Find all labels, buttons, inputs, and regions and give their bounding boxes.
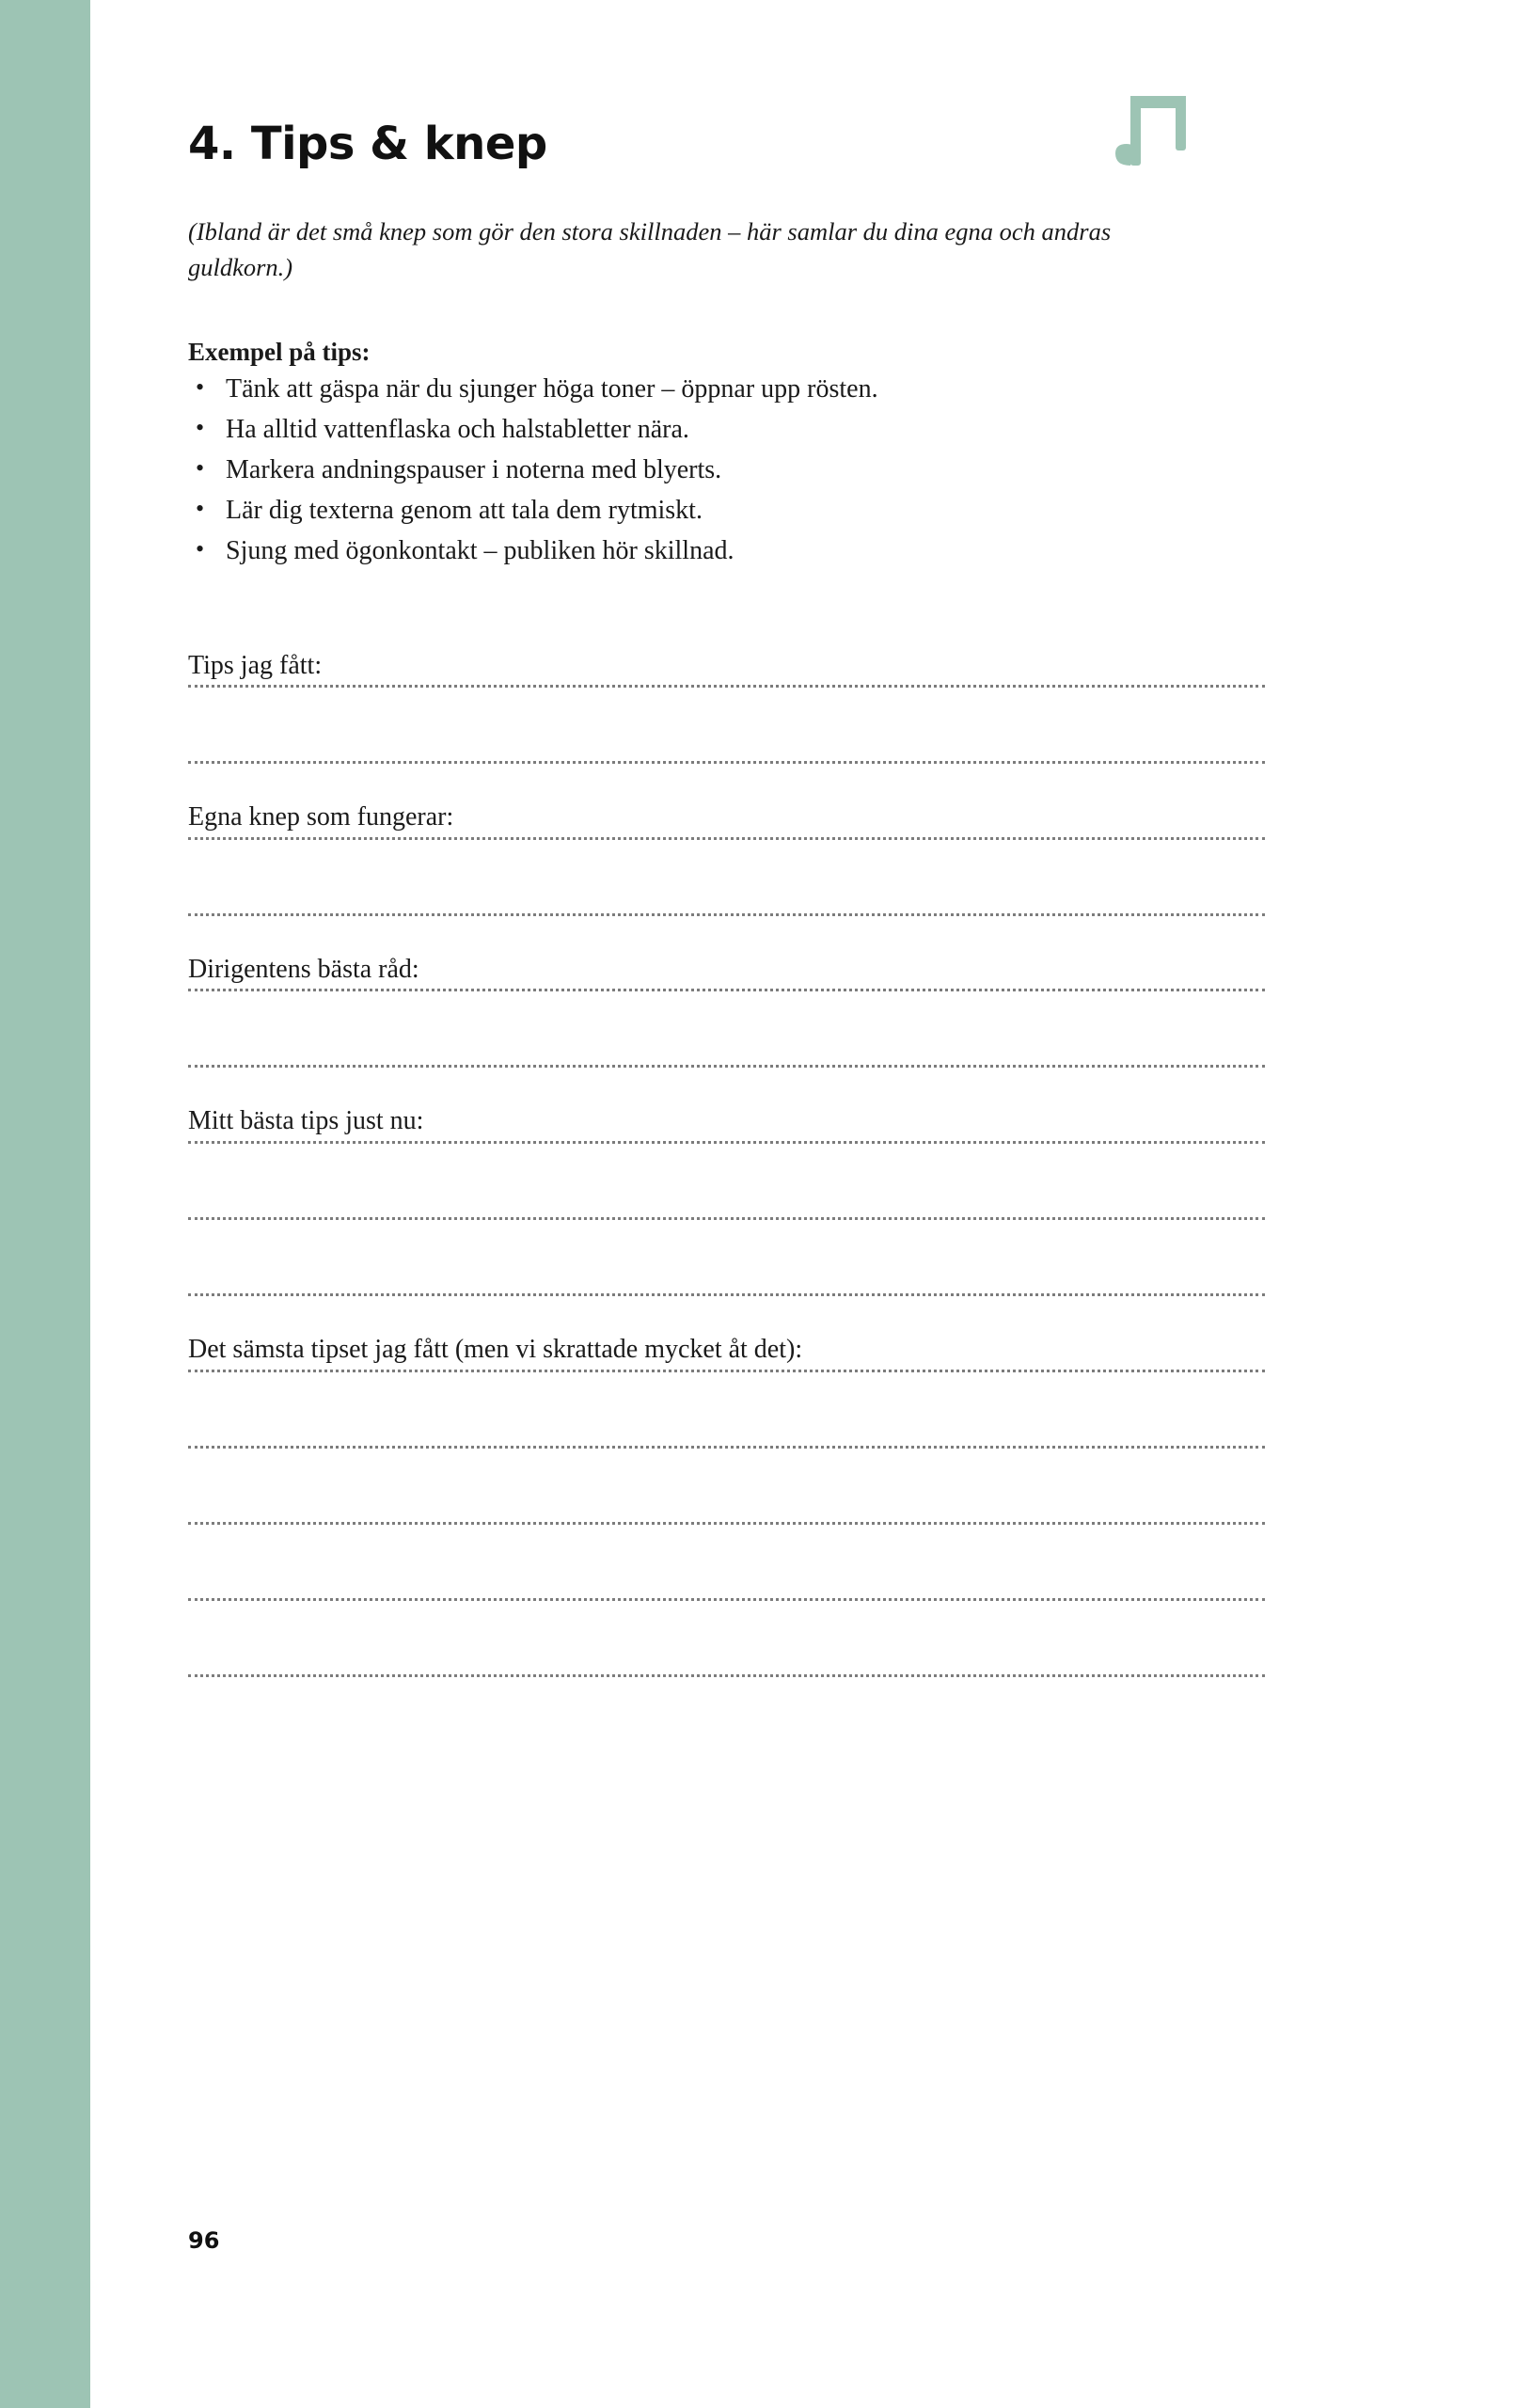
field-samsta-tipset (188, 1334, 1354, 1677)
list-item-text: Lär dig texterna genom att tala dem rytmiskt. (226, 495, 703, 525)
field-tips-jag-fatt (188, 650, 1354, 765)
list-item (188, 452, 1354, 490)
field-label: Mitt bästa tips just nu: (188, 1106, 424, 1136)
list-item (188, 411, 1354, 450)
page-number: 96 (188, 2227, 220, 2254)
page-sheet (90, 0, 1532, 2408)
write-line[interactable] (188, 1522, 1265, 1525)
list-item (188, 492, 1354, 531)
page-content (188, 120, 1354, 1677)
field-label: Egna knep som fungerar: (188, 802, 454, 832)
tips-list (188, 371, 1354, 570)
write-line[interactable] (188, 1217, 1265, 1220)
list-item (188, 532, 1354, 571)
examples-heading: Exempel på tips: (188, 338, 371, 367)
spacer (188, 764, 1354, 801)
list-item-text: Ha alltid vattenflaska och halstabletter nära. (226, 415, 689, 445)
decorative-left-band (0, 0, 90, 2408)
write-line[interactable] (188, 989, 1265, 991)
field-label: Tips jag fått: (188, 650, 323, 680)
write-line[interactable] (188, 685, 1265, 688)
page-subtitle: (Ibland är det små knep som gör den stora skillnaden – här samlar du dina egna och andras guldkorn.) (188, 217, 1112, 281)
write-line[interactable] (188, 1370, 1265, 1372)
write-line[interactable] (188, 1598, 1265, 1601)
field-dirigentens-rad (188, 954, 1354, 1069)
spacer (188, 916, 1354, 954)
list-item-text: Markera andningspauser i noterna med blyerts. (226, 455, 722, 484)
write-line[interactable] (188, 1141, 1265, 1144)
spacer (188, 1068, 1354, 1105)
writing-fields (188, 650, 1354, 1677)
write-line[interactable] (188, 1674, 1265, 1677)
write-line[interactable] (188, 837, 1265, 840)
spacer (188, 1296, 1354, 1334)
music-note-icon (1108, 90, 1211, 194)
bullet-icon: • (196, 373, 205, 402)
bullet-icon: • (196, 454, 205, 482)
list-item-text: Tänk att gäspa när du sjunger höga toner – öppnar upp rösten. (226, 374, 878, 404)
bullet-icon: • (196, 494, 205, 522)
page-title: 4. Tips & knep (188, 118, 547, 170)
bullet-icon: • (196, 414, 205, 442)
field-label: Dirigentens bästa råd: (188, 954, 419, 984)
field-label: Det sämsta tipset jag fått (men vi skrattade mycket åt det): (188, 1335, 803, 1364)
write-line[interactable] (188, 1446, 1265, 1449)
list-item-text: Sjung med ögonkontakt – publiken hör skillnad. (226, 535, 734, 565)
bullet-icon: • (196, 534, 205, 562)
header (188, 120, 1354, 211)
field-egna-knep (188, 801, 1354, 916)
list-item (188, 371, 1354, 409)
field-mitt-basta-tips (188, 1105, 1354, 1296)
